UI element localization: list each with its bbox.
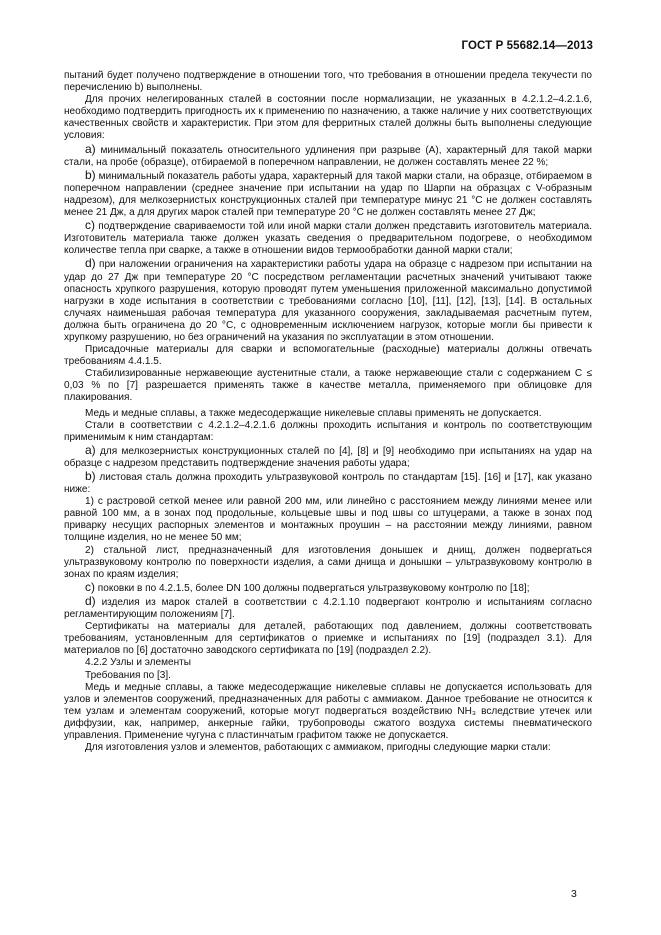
list-item-c: с) подтверждение свариваемости той или иной марки стали должен представить изготовитель материала. Изготовитель материала также должен указать сведения о предварительном подогреве, о необходимом количестве тепла при сварке, а также в отношении видов термообработки данной марки стали; (64, 218, 592, 257)
paragraph: Стали в соответствии с 4.2.1.2–4.2.1.6 должны проходить испытания и контроль по соответствующим применимым к ним стандартам: (64, 419, 592, 443)
paragraph: Сертификаты на материалы для деталей, работающих под давлением, должны соответствовать требованиям, установленным для сертификатов о приемке и испытаниях по [19] (подраздел 3.1). Для материалов по [6] достаточно заводского сертификата по [19] (подраздел 2.2). (64, 621, 592, 657)
list-marker: d) (85, 593, 96, 608)
list-marker: с) (85, 218, 95, 233)
paragraph: пытаний будет получено подтверждение в отношении того, что требования в отношении предела текучести по перечислению b) выполнены. (64, 70, 592, 94)
document-code-header: ГОСТ Р 55682.14—2013 (461, 40, 593, 52)
sub-list-item-1: 1) с растровой сеткой менее или равной 200 мм, или линейно с расстоянием между линиями менее или равной 100 мм, а в зонах под продольные, кольцевые швы и под швы со штуцерами, а также в зонах под приварку несущих распорных элементов и монтажных проушин – на расстоянии между линиями, равном толщине изделия, но не менее 50 мм; (64, 496, 592, 544)
list-marker: d) (85, 256, 96, 271)
list-marker: а) (85, 141, 96, 156)
paragraph: Для изготовления узлов и элементов, работающих с аммиаком, пригодны следующие марки стали: (85, 742, 551, 754)
list-marker: b) (85, 469, 96, 483)
paragraph: Требования по [3]. (85, 669, 171, 681)
sub-list-item-2: 2) стальной лист, предназначенный для изготовления донышек и днищ, должен подвергаться ультразвуковому контролю по поверхности изделия, а сами днища и донышки – ультразвуковому контролю в зонах по краям изделия; (64, 544, 592, 580)
list-item-b: b) листовая сталь должна проходить ультразвуковой контроль по стандартам [15]. [16] и [17], как указано ниже: (64, 469, 592, 496)
paragraph: Медь и медные сплавы, а также медесодержащие никелевые сплавы применять не допускается. (85, 407, 542, 419)
list-marker: b) (85, 167, 96, 182)
paragraph: Присадочные материалы для сварки и вспомогательные (расходные) материалы должны отвечать требованиям 4.4.1.5. (64, 344, 592, 368)
list-item-b: b) минимальный показатель работы удара, характерный для такой марки стали, на образце, отбираемом в поперечном направлении (среднее значение при испытании на удар по Шарпи на образцах с V-образным надрезом), для мелкозернистых конструкционных сталей при температуре минус 21 °С не должен составлять менее 21 Дж, а для других марок сталей при температуре 20 °С не должен составлять менее 27 Дж; (64, 167, 592, 219)
list-item-d: d) при наложении ограничения на характеристики работы удара на образце с надрезом при испытании на удар до 27 Дж при температуре 20 °С посредством регламентации расчетных значений учитывают также опасность хрупкого разрушения, которую проводят путем уменьшения приложенной максимально допустимой нагрузки в ходе испытания в соответствии с требованиями согласно [10], [11], [12], [13], [14]. В остальных случаях наименьшая рабочая температура для указанного сооружения, закладываемая расчетным путем, должна быть ограничена до 20 °С, с одновременным исключением нагрузок, которые могли бы привести к хрупкому разрушению, но без ограничений на указания по эксплуатации в этом отношении. (64, 256, 593, 343)
paragraph: Для прочих нелегированных сталей в состоянии после нормализации, не указанных в 4.2.1.2–4.2.1.6, необходимо подтвердить пригодность их к применению по назначению, а также наличие у них соответствующих качественных свойств и характеристик. При этом для ферритных сталей должны быть выполнены следующие условия: (64, 94, 592, 142)
list-item-a: а) минимальный показатель относительного удлинения при разрыве (A), характерный для такой марки стали, на пробе (образце), отбираемой в поперечном направлении, не должен составлять менее 22 %; (64, 141, 593, 168)
list-item-d: d) изделия из марок сталей в соответствии с 4.2.1.10 подвергают контролю и испытаниям согласно регламентирующим положениям [7]. (64, 593, 593, 621)
list-item-a: а) для мелкозернистых конструкционных сталей по [4], [8] и [9] необходимо при испытаниях на удар на образце с надрезом представить подтверждение значения работы удара; (64, 442, 592, 469)
list-item-c: с) поковки в по 4.2.1.5, более DN 100 должны подвергаться ультразвуковому контролю по [18]; (85, 579, 530, 594)
section-heading: 4.2.2 Узлы и элементы (85, 657, 191, 669)
paragraph: Стабилизированные нержавеющие аустенитные стали, а также нержавеющие стали с содержанием С ≤ 0,03 % по [7] разрешается применять также в качестве металла, применяемого при облицовке для плакирования. (64, 368, 592, 404)
list-marker: а) (85, 442, 96, 457)
document-body (64, 70, 592, 754)
paragraph: Медь и медные сплавы, а также медесодержащие никелевые сплавы не допускается использовать для узлов и элементов сооружений, предназначенных для работы с аммиаком. Данное требование не относится к тем узлам и элементам сооружений, которые могут подвергаться воздействию NH₃ вследствие утечек или диффузии, как, например, анкерные гайки, трубопроводы сжатого воздуха системы пневматического управления. Применение чугуна с пластинчатым графитом также не допускается. (64, 681, 592, 741)
page-number: 3 (571, 888, 577, 900)
list-marker: с) (85, 579, 95, 594)
